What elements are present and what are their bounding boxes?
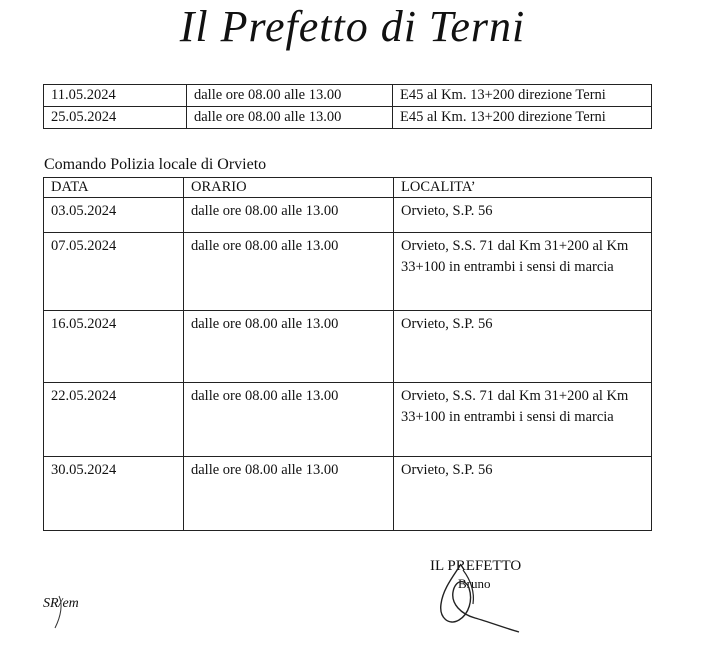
time-cell: dalle ore 08.00 alle 13.00 — [184, 198, 394, 233]
date-cell: 11.05.2024 — [44, 85, 187, 107]
location-cell: Orvieto, S.P. 56 — [394, 457, 652, 531]
location-cell: Orvieto, S.S. 71 dal Km 31+200 al Km 33+100 in entrambi i sensi di marcia — [394, 383, 652, 457]
table-header-row — [44, 178, 652, 198]
page-title: Il Prefetto di Terni — [179, 2, 526, 51]
handwritten-signature — [435, 560, 530, 638]
checkpoint-table-orvieto — [43, 177, 652, 531]
table-row — [44, 457, 652, 531]
time-cell: dalle ore 08.00 alle 13.00 — [184, 233, 394, 311]
location-cell: Orvieto, S.P. 56 — [394, 198, 652, 233]
table-row — [44, 85, 652, 107]
author-initials: SR/em — [43, 596, 79, 611]
checkpoint-table-top — [43, 84, 652, 129]
table-row — [44, 311, 652, 383]
table-row — [44, 107, 652, 129]
location-cell: E45 al Km. 13+200 direzione Terni — [393, 85, 652, 107]
date-cell: 25.05.2024 — [44, 107, 187, 129]
initials-flourish — [41, 594, 87, 634]
time-cell: dalle ore 08.00 alle 13.00 — [184, 457, 394, 531]
table-row — [44, 198, 652, 233]
time-cell: dalle ore 08.00 alle 13.00 — [187, 107, 393, 129]
table-row — [44, 233, 652, 311]
date-cell: 16.05.2024 — [44, 311, 184, 383]
location-cell: Orvieto, S.S. 71 dal Km 31+200 al Km 33+100 in entrambi i sensi di marcia — [394, 233, 652, 311]
signature-name: Bruno — [458, 576, 491, 591]
date-cell: 03.05.2024 — [44, 198, 184, 233]
location-cell: E45 al Km. 13+200 direzione Terni — [393, 107, 652, 129]
signature-role: IL PREFETTO — [430, 558, 522, 574]
table-row — [44, 383, 652, 457]
date-cell: 07.05.2024 — [44, 233, 184, 311]
time-cell: dalle ore 08.00 alle 13.00 — [184, 311, 394, 383]
date-cell: 22.05.2024 — [44, 383, 184, 457]
date-cell: 30.05.2024 — [44, 457, 184, 531]
header-time: ORARIO — [184, 178, 394, 198]
header-location: LOCALITA’ — [394, 178, 652, 198]
section-title: Comando Polizia locale di Orvieto — [44, 156, 267, 173]
time-cell: dalle ore 08.00 alle 13.00 — [184, 383, 394, 457]
header-date: DATA — [44, 178, 184, 198]
location-cell: Orvieto, S.P. 56 — [394, 311, 652, 383]
time-cell: dalle ore 08.00 alle 13.00 — [187, 85, 393, 107]
